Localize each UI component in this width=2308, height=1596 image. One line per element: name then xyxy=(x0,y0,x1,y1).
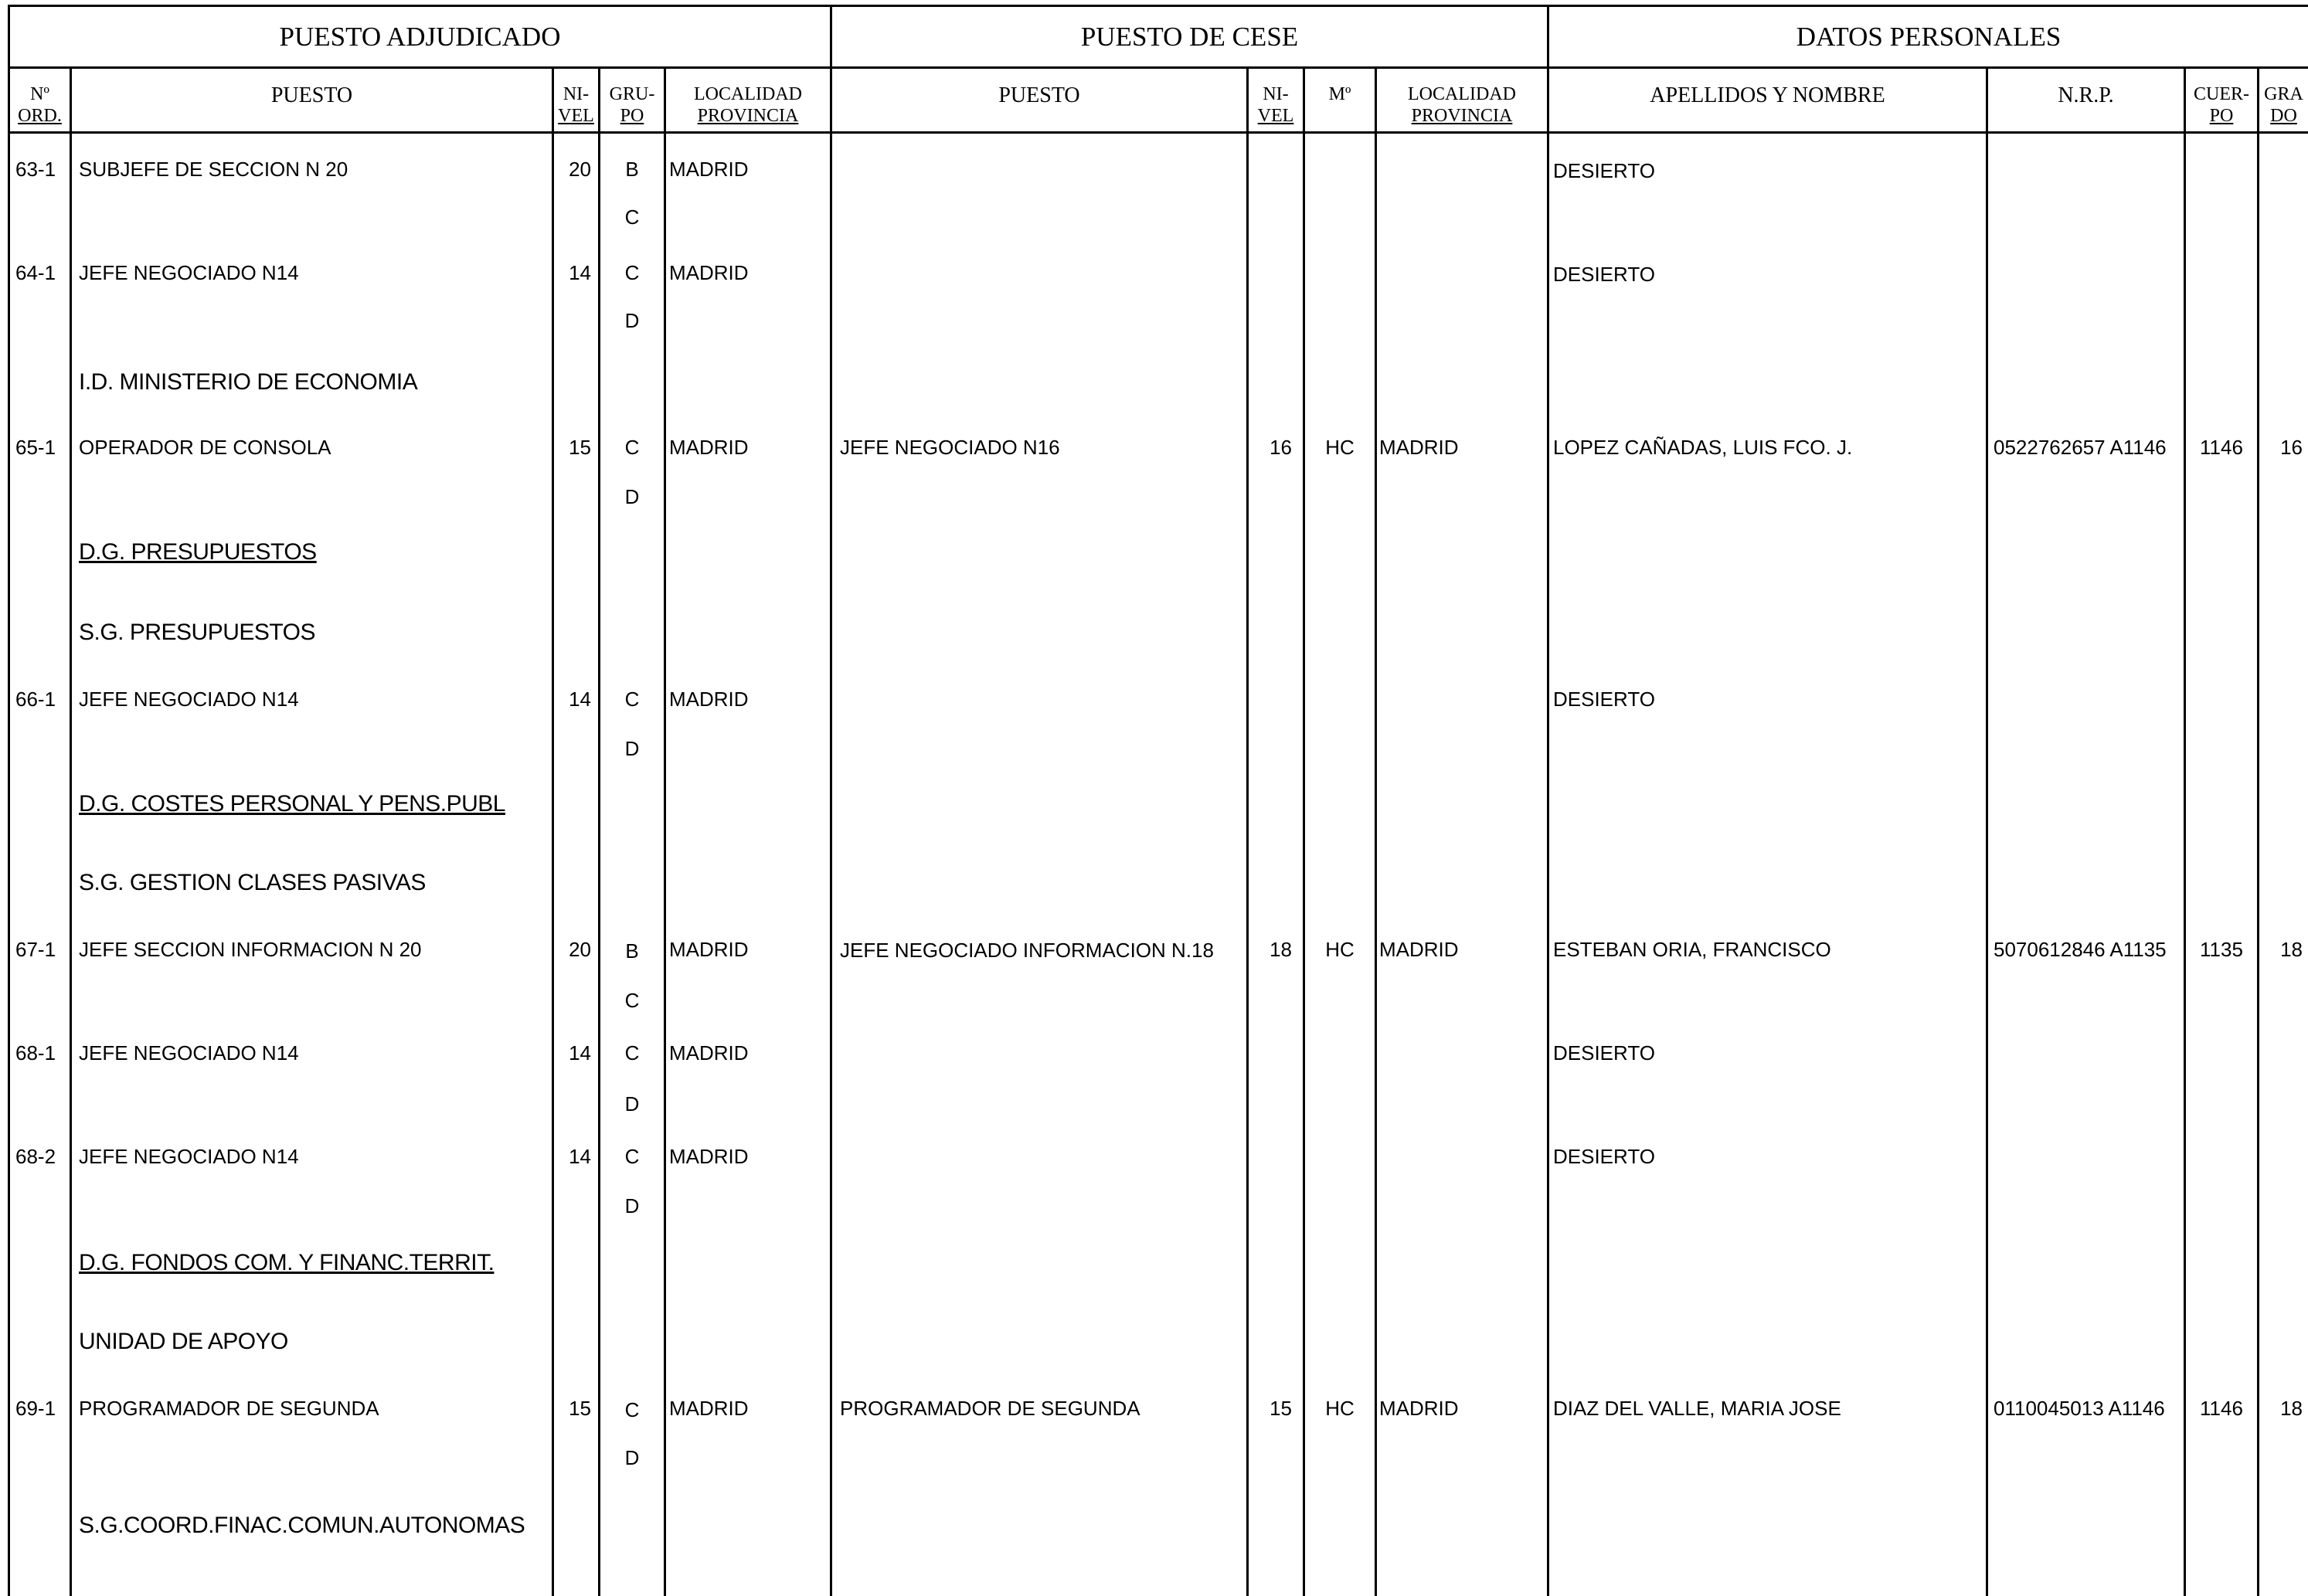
cell-localidad: MADRID xyxy=(669,1145,749,1168)
cell-puesto: JEFE NEGOCIADO N14 xyxy=(79,261,299,284)
section-heading: D.G. FONDOS COM. Y FINANC.TERRIT. xyxy=(79,1250,495,1275)
cell-grupo-1: B xyxy=(625,158,639,181)
cell-cese-localidad: MADRID xyxy=(1379,1397,1459,1420)
cell-nivel: 14 xyxy=(569,261,591,284)
cell-grupo-1: C xyxy=(624,1145,640,1168)
cell-nivel: 14 xyxy=(569,1145,591,1168)
table-top-border xyxy=(8,5,2308,7)
col-header-cuerpo-line1: CUER- xyxy=(2194,84,2249,104)
cell-cese-puesto: PROGRAMADOR DE SEGUNDA xyxy=(840,1397,1140,1420)
cell-localidad: MADRID xyxy=(669,436,749,459)
cell-ord: 65-1 xyxy=(15,436,56,459)
col-header-cuerpo-line2: PO xyxy=(2209,106,2234,127)
col-divider-nrp xyxy=(2184,66,2186,1596)
cell-grupo-1: C xyxy=(624,1398,640,1421)
cell-grupo-1: C xyxy=(624,436,640,459)
col-header-nrp: N.R.P. xyxy=(2058,83,2114,107)
col-header-cese-nivel xyxy=(1249,83,1303,127)
col-divider-cese-puesto xyxy=(1246,66,1249,1596)
cell-grupo-2: D xyxy=(624,309,640,332)
col-header-cese-localidad-line1: LOCALIDAD xyxy=(1408,84,1516,104)
cell-nivel: 15 xyxy=(569,436,591,459)
cell-nivel: 14 xyxy=(569,1041,591,1065)
col-header-cese-puesto: PUESTO xyxy=(998,83,1080,107)
group-header-personales: DATOS PERSONALES xyxy=(1796,22,2062,52)
cell-ord: 68-1 xyxy=(15,1041,56,1065)
col-header-cese-nivel-line2: VEL xyxy=(1257,106,1294,127)
cell-nombre: DESIERTO xyxy=(1553,1145,1655,1168)
cell-ministerio: HC xyxy=(1325,1397,1355,1420)
col-header-cese-localidad xyxy=(1377,83,1547,127)
cell-cese-nivel: 15 xyxy=(1270,1397,1292,1420)
cell-grupo-2: C xyxy=(624,205,640,229)
cell-puesto: PROGRAMADOR DE SEGUNDA xyxy=(79,1397,379,1420)
table-left-border xyxy=(8,5,10,1596)
cell-ord: 63-1 xyxy=(15,158,56,181)
section-heading: S.G. PRESUPUESTOS xyxy=(79,620,316,645)
cell-cese-localidad: MADRID xyxy=(1379,938,1459,961)
cell-ord: 68-2 xyxy=(15,1145,56,1168)
group-header-cese: PUESTO DE CESE xyxy=(1080,22,1299,52)
section-heading: S.G. GESTION CLASES PASIVAS xyxy=(79,870,426,895)
section-heading: I.D. MINISTERIO DE ECONOMIA xyxy=(79,369,418,395)
col-header-grupo-line2: PO xyxy=(620,106,644,127)
cell-localidad: MADRID xyxy=(669,261,749,284)
cell-nrp: 0522762657 A1146 xyxy=(1994,436,2167,459)
col-header-grupo-line1: GRU- xyxy=(609,84,655,104)
cell-nombre: DIAZ DEL VALLE, MARIA JOSE xyxy=(1553,1397,1841,1420)
section-heading: D.G. PRESUPUESTOS xyxy=(79,539,317,565)
cell-ord: 66-1 xyxy=(15,688,56,711)
cell-cese-puesto: JEFE NEGOCIADO N16 xyxy=(840,436,1060,459)
cell-localidad: MADRID xyxy=(669,1041,749,1065)
col-header-ord-line1: Nº xyxy=(30,84,49,104)
cell-localidad: MADRID xyxy=(669,688,749,711)
cell-grado: 18 xyxy=(2280,1397,2303,1420)
cell-nrp: 0110045013 A1146 xyxy=(1994,1397,2165,1420)
col-header-cese-localidad-line2: PROVINCIA xyxy=(1411,106,1513,127)
col-header-localidad-line1: LOCALIDAD xyxy=(694,84,802,104)
cell-grupo-2: D xyxy=(624,1446,640,1469)
cell-grupo-2: D xyxy=(624,737,640,760)
col-divider-cuerpo xyxy=(2257,66,2259,1596)
cell-grupo-1: C xyxy=(624,261,640,284)
cell-cuerpo: 1146 xyxy=(2200,436,2243,459)
cell-grupo-1: C xyxy=(624,688,640,711)
cell-nombre: DESIERTO xyxy=(1553,159,1655,182)
cell-puesto: JEFE NEGOCIADO N14 xyxy=(79,1145,299,1168)
cell-ord: 69-1 xyxy=(15,1397,56,1420)
col-header-localidad-line2: PROVINCIA xyxy=(697,106,799,127)
cell-nrp: 5070612846 A1135 xyxy=(1994,938,2167,961)
column-header-divider xyxy=(8,131,2308,134)
cell-nombre: DESIERTO xyxy=(1553,1041,1655,1065)
cell-grupo-1: C xyxy=(624,1041,640,1065)
col-header-ord xyxy=(10,83,70,127)
cell-puesto: OPERADOR DE CONSOLA xyxy=(79,436,331,459)
col-divider-cese-nivel xyxy=(1303,66,1305,1596)
col-header-ord-line2: ORD. xyxy=(18,106,62,127)
col-header-cese-nivel-line1: NI- xyxy=(1263,84,1289,104)
cell-cese-puesto: JEFE NEGOCIADO INFORMACION N.18 xyxy=(840,939,1214,962)
col-header-cuerpo xyxy=(2186,83,2257,127)
col-divider-grupo xyxy=(664,66,666,1596)
cell-ord: 64-1 xyxy=(15,261,56,284)
cell-nivel: 14 xyxy=(569,688,591,711)
group-divider-personales xyxy=(1547,5,1549,1596)
cell-puesto: JEFE SECCION INFORMACION N 20 xyxy=(79,938,422,961)
cell-localidad: MADRID xyxy=(669,1397,749,1420)
col-header-apellidos: APELLIDOS Y NOMBRE xyxy=(1650,83,1885,107)
cell-cese-nivel: 16 xyxy=(1270,436,1292,459)
cell-nombre: LOPEZ CAÑADAS, LUIS FCO. J. xyxy=(1553,436,1853,459)
col-header-nivel-line2: VEL xyxy=(558,106,594,127)
cell-nombre: DESIERTO xyxy=(1553,688,1655,711)
cell-grupo-1: B xyxy=(625,939,639,963)
section-heading: D.G. COSTES PERSONAL Y PENS.PUBL xyxy=(79,791,505,817)
cell-nivel: 15 xyxy=(569,1397,591,1420)
col-header-grado xyxy=(2259,83,2308,127)
col-header-nivel xyxy=(554,83,598,127)
cell-grupo-2: D xyxy=(624,485,640,508)
cell-localidad: MADRID xyxy=(669,158,749,181)
col-header-grado-line1: GRA xyxy=(2264,84,2303,104)
col-header-grupo xyxy=(600,83,664,127)
cell-cese-nivel: 18 xyxy=(1270,938,1292,961)
section-heading: S.G.COORD.FINAC.COMUN.AUTONOMAS xyxy=(79,1513,525,1538)
col-divider-nivel xyxy=(598,66,600,1596)
cell-cuerpo: 1135 xyxy=(2200,938,2243,961)
cell-puesto: JEFE NEGOCIADO N14 xyxy=(79,1041,299,1065)
col-header-localidad xyxy=(666,83,830,127)
col-header-puesto: PUESTO xyxy=(270,83,353,107)
cell-grado: 16 xyxy=(2280,436,2303,459)
col-header-ministerio: Mº xyxy=(1328,84,1351,104)
section-heading: UNIDAD DE APOYO xyxy=(79,1329,288,1354)
group-header-adjudicado: PUESTO ADJUDICADO xyxy=(279,22,561,52)
cell-nivel: 20 xyxy=(569,938,591,961)
cell-grupo-2: C xyxy=(624,989,640,1012)
cell-puesto: JEFE NEGOCIADO N14 xyxy=(79,688,299,711)
col-divider-ministerio xyxy=(1375,66,1377,1596)
col-divider-ord xyxy=(70,66,72,1596)
cell-puesto: SUBJEFE DE SECCION N 20 xyxy=(79,158,348,181)
cell-cuerpo: 1146 xyxy=(2200,1397,2243,1420)
cell-grupo-2: D xyxy=(624,1194,640,1217)
col-divider-puesto xyxy=(552,66,554,1596)
group-header-divider xyxy=(8,66,2308,69)
cell-nombre: DESIERTO xyxy=(1553,263,1655,286)
cell-nivel: 20 xyxy=(569,158,591,181)
cell-grado: 18 xyxy=(2280,938,2303,961)
col-divider-apellidos xyxy=(1986,66,1988,1596)
cell-nombre: ESTEBAN ORIA, FRANCISCO xyxy=(1553,938,1831,961)
cell-localidad: MADRID xyxy=(669,938,749,961)
cell-cese-localidad: MADRID xyxy=(1379,436,1459,459)
cell-ministerio: HC xyxy=(1325,436,1355,459)
cell-ministerio: HC xyxy=(1325,938,1355,961)
cell-ord: 67-1 xyxy=(15,938,56,961)
col-header-nivel-line1: NI- xyxy=(563,84,590,104)
group-divider-cese xyxy=(830,5,832,1596)
cell-grupo-2: D xyxy=(624,1092,640,1116)
col-header-grado-line2: DO xyxy=(2270,106,2297,127)
